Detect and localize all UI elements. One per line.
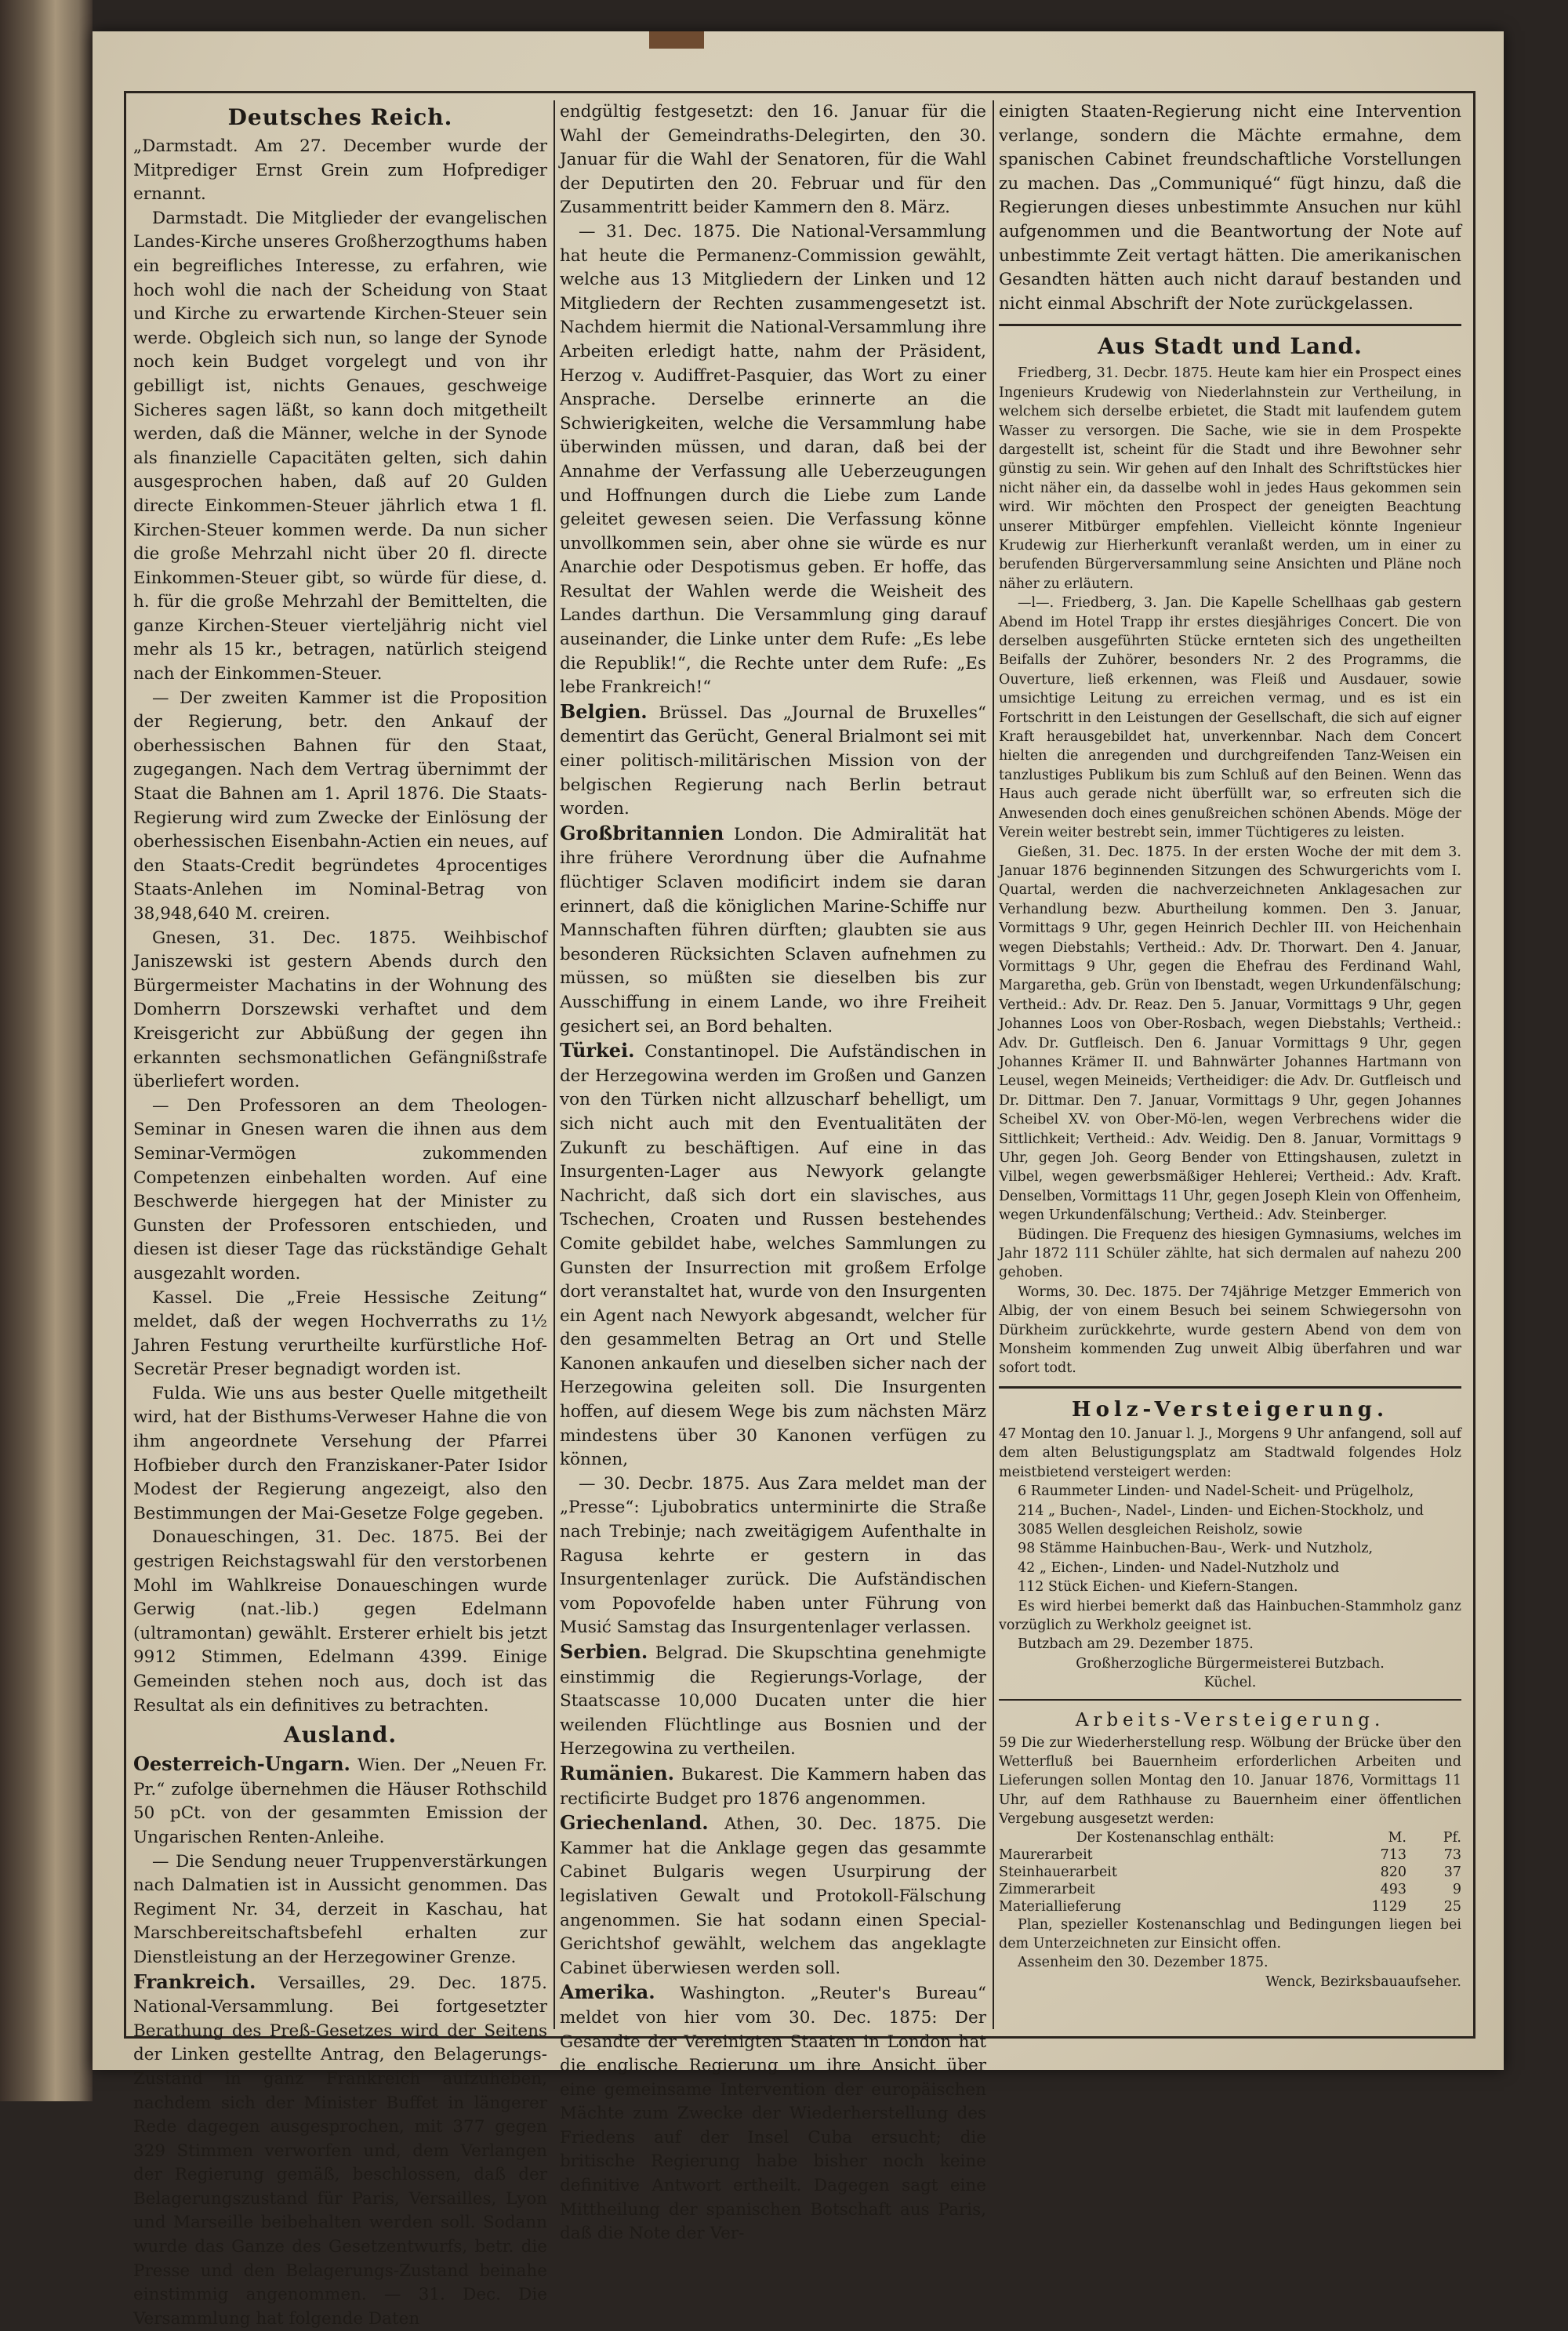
- local-news: [999, 364, 1461, 1378]
- article-paragraph: Gnesen, 31. Dec. 1875. Weihbischof Janiszewski ist gestern Abends durch den Bürgermeister Machatins in der Wohnung des Domherrn Dorszewski verhaftet und dem Kreisgericht zur Abbüßung der gegen ihn erkannten sechsmonatlichen Gefängnißstrafe überliefert worden.: [133, 928, 547, 1092]
- column-2: [560, 100, 987, 2244]
- article-text: Brüssel. Das „Journal de Bruxelles“ dementirt das Gerücht, General Brialmont sei mit einer politisch-militärischen Mission von der belgischen Regierung nach Berlin betraut worden.: [560, 703, 986, 819]
- country-title: Amerika.: [560, 1981, 655, 2004]
- ad-item: 42 „ Eichen-, Linden- und Nadel-Nutzholz und: [1018, 1559, 1340, 1576]
- column-rule-1: [554, 100, 555, 2029]
- article-paragraph: — 31. Dec. 1875. Die National-Versammlung hat heute die Permanenz-Commission gewählt, welche aus 13 Mitgliedern der Linken und 12 Mitgliedern der Rechten zusammengesetzt ist. Nachdem hiermit die National-Versammlung ihre Arbeiten erledigt hatte, nahm der Präsident, Herzog v. Audiffret-Pasquier, das Wort zu einer Ansprache. Derselbe erinnerte an die Schwierigkeiten, welche die Versammlung habe überwinden müssen, und daran, daß bei der Annahme der Verfassung alle Ueberzeugungen und Hoffnungen durch die Liebe zum Lande geleitet gewesen seien. Die Verfassung könne unvollkommen sein, aber ohne sie würde es nur Anarchie oder Despotismus geben. Er hoffe, das Resultat der Wahlen werde die Weisheit des Landes darthun. Die Versammlung ging darauf auseinander, die Linke unter dem Rufe: „Es lebe die Republik!“, die Rechte unter dem Rufe: „Es lebe Frankreich!“: [560, 221, 986, 698]
- country-title: Türkei.: [560, 1039, 635, 1062]
- ad-item: 112 Stück Eichen- und Kiefern-Stangen.: [1018, 1579, 1298, 1596]
- column-header: M.: [1388, 1829, 1406, 1846]
- local-article: —l—. Friedberg, 3. Jan. Die Kapelle Schellhaas gab gestern Abend im Hotel Trapp ihr erstes diesjähriges Concert. Die von derselben ausgeführten Stücke ernteten sich des ungetheilten Beifalls der Zuhörer, besonders Nr. 2 des Programms, die Ouverture, ließ erkennen, was Fleiß und Ausdauer, sowie umsichtige Leitung zu erreichen vermag, und es ist ein Fortschritt in den Leistungen der Gesellschaft, die sich auf eigner Kraft herausgebildet hat, unverkennbar. Nach dem Concert hielten die anregenden und durchgreifenden Tanz-Weisen ein tanzlustiges Publikum bis zum Schluß auf den Beinen. Wenn das Haus auch gerade nicht überfüllt war, so erfreuten sich die Anwesenden doch eines genußreichen schönen Abends. Möge der Verein weiter bestrebt sein, immer Tüchtigeres zu leisten.: [999, 595, 1461, 841]
- table-row: [999, 1864, 1461, 1881]
- cost-mark: 1129: [1371, 1898, 1406, 1915]
- article-belgien: [560, 700, 986, 822]
- ad-note: Plan, spezieller Kostenanschlag und Bedingungen liegen bei dem Unterzeichneten zur Einsicht offen.: [999, 1916, 1461, 1952]
- cost-intro: Der Kostenanschlag enthält:: [1076, 1829, 1275, 1846]
- article-frankreich: [133, 1970, 547, 2331]
- ad-text: 47 Montag den 10. Januar l. J., Morgens 9 Uhr anfangend, soll auf dem alten Belustigungsplatz am Stadtwald folgendes Holz meistbietend versteigert werden:: [999, 1425, 1461, 1480]
- cost-mark: 820: [1380, 1864, 1406, 1880]
- article-griechenland: [560, 1811, 986, 1981]
- ad-signature: Großherzogliche Bürgermeisterei Butzbach.: [1076, 1655, 1385, 1672]
- article-amerika: [560, 1981, 986, 2246]
- article-serbien: [560, 1640, 986, 1762]
- article-text: Bukarest. Die Kammern haben das rectificirte Budget pro 1876 angenommen.: [560, 1764, 986, 1809]
- ad-date: Assenheim den 30. Dezember 1875.: [1018, 1955, 1269, 1971]
- article-text: London. Die Admiralität hat ihre frühere Verordnung über die Aufnahme flüchtiger Sclaven modificirt indem sie daran erinnert, daß die königlichen Marine-Schiffe nur Mannschaften führen dürften; glaubten sie aus besonderen Rücksichten Sclaven aufnehmen zu müssen, so müßten sie dieselben bis zur Ausschiffung in einem Lande, wo ihre Freiheit gesichert sei, an Bord behalten.: [560, 824, 986, 1037]
- ad-title: Holz-Versteigerung.: [1072, 1397, 1388, 1421]
- table-row: [999, 1881, 1461, 1898]
- article-paragraph: — Der zweiten Kammer ist die Proposition der Regierung, betr. den Ankauf der oberhessischen Bahnen für den Staat, zugegangen. Nach dem Vertrag übernimmt der Staat die Bahnen am 1. April 1876. Die Staats-Regierung wird zum Zwecke der Einlösung der oberhessischen Eisenbahn-Actien ein neues, auf den Staats-Credit begründetes 4procentiges Staats-Anlehen im Nominal-Betrag von 38,948,640 M. creiren.: [133, 688, 547, 924]
- cost-label: Maurerarbeit: [999, 1846, 1093, 1863]
- article-oesterreich: [133, 1752, 547, 1850]
- ad-item: 98 Stämme Hainbuchen-Bau-, Werk- und Nutzholz,: [1018, 1541, 1374, 1557]
- cost-mark: 713: [1380, 1846, 1406, 1863]
- section-divider: [999, 1386, 1461, 1389]
- ad-signature: Wenck, Bezirksbauaufseher.: [1265, 1973, 1461, 1990]
- ad-text: 59 Die zur Wiederherstellung resp. Wölbung der Brücke über den Wetterfluß bei Bauernheim erforderlichen Arbeiten und Lieferungen sollen Montag den 10. Januar 1876, Vormittags 11 Uhr, auf dem Rathhause zu Bauernheim einer öffentlichen Vergebung ausgesetzt werden:: [999, 1734, 1461, 1828]
- ad-item: 3085 Wellen desgleichen Reisholz, sowie: [1018, 1521, 1303, 1538]
- newspaper-page: [93, 31, 1504, 2329]
- article-tuerkei: [560, 1039, 986, 1472]
- article-text: Washington. „Reuter's Bureau“ meldet von hier vom 30. Dec. 1875: Der Gesandte der Vereinigten Staaten in London hat die englische Regierung um ihre Ansicht über eine gemeinsame Intervention der europäischen Mächte zum Zwecke der Wiederherstellung des Friedens auf der Insel Cuba ersucht; die britische Regierung habe bisher noch keine definitive Antwort ertheilt. Dagegen sagt eine Mittheilung der spanischen Botschaft aus Paris, daß die Note der Ver-: [560, 1984, 986, 2244]
- local-article: Büdingen. Die Frequenz des hiesigen Gymnasiums, welches im Jahr 1872 111 Schüler zählte, hat sich dermalen auf nahezu 200 gehoben.: [999, 1226, 1461, 1281]
- ad-title: Arbeits-Versteigerung.: [1075, 1709, 1385, 1730]
- advertisement-holz: [999, 1395, 1461, 1693]
- binding-tab: [649, 31, 704, 49]
- table-header-row: [999, 1829, 1461, 1846]
- article-paragraph: Donaueschingen, 31. Dec. 1875. Bei der gestrigen Reichstagswahl für den verstorbenen Mohl im Wahlkreise Donaueschingen wurde Gerwig (nat.-lib.) gegen Edelmann (ultramontan) gewählt. Ersterer erhielt bis jetzt 9912 Stimmen, Edelmann 4399. Einige Gemeinden stehen noch aus, doch ist das Resultat als ein definitives zu betrachten.: [133, 1527, 547, 1716]
- article-text: Athen, 30. Dec. 1875. Die Kammer hat die Anklage gegen das gesammte Cabinet Bulgaris wegen Usurpirung der legislativen Gewalt und Protokoll-Fälschung angenommen. Sie hat sodann einen Special-Gerichtshof gewählt, welchem das angeklagte Cabinet überwiesen werden soll.: [560, 1814, 987, 1978]
- country-title: Belgien.: [560, 699, 648, 723]
- ad-signature-name: Küchel.: [1203, 1675, 1257, 1691]
- column-3: [999, 100, 1461, 2029]
- section-heading-aus-stadt-und-land: Aus Stadt und Land.: [1098, 333, 1363, 360]
- article-paragraph: „Darmstadt. Am 27. December wurde der Mitprediger Ernst Grein zum Hofprediger ernannt.: [133, 136, 547, 205]
- section-heading-ausland: Ausland.: [283, 1722, 397, 1748]
- article-paragraph: — Den Professoren an dem Theologen-Seminar in Gnesen waren die ihnen aus dem Seminar-Vermögen zukommenden Competenzen einbehalten worden. Auf eine Beschwerde hiergegen hat der Minister zu Gunsten der Professoren entschieden, und diesen ist dieser Tage das rückständige Gehalt ausgezahlt worden.: [133, 1095, 547, 1284]
- local-article: Friedberg, 31. Decbr. 1875. Heute kam hier ein Prospect eines Ingenieurs Krudewig von Niederlahnstein zur Vertheilung, in welchem sich derselbe erbietet, die Stadt mit laufendem gutem Wasser zu versorgen. Die Sache, wie sie in dem Prospekte dargestellt ist, scheint für die Stadt und ihre Bewohner sehr günstig zu sein. Wir gehen auf den Inhalt des Schriftstückes hier nicht näher ein, da dasselbe wohl in jedes Haus gekommen sein wird. Wir möchten den Prospect der geneigten Beachtung unserer Mitbürger empfehlen. Vielleicht könnte Ingenieur Krudewig zur Hierherkunft veranlaßt werden, um in einer zu berufenden Bürgerversammlung seine Ansichten und Pläne noch näher zu erläutern.: [999, 365, 1461, 592]
- section-divider: [999, 324, 1461, 326]
- article-text: Versailles, 29. Dec. 1875. National-Versammlung. Bei fortgesetzter Berathung des Preß-Gesetzes wird der Seitens der Linken gestellte Antrag, den Belagerungs-Zustand in ganz Frankreich aufzuheben, nachdem sich der Minister Buffet in längerer Rede dagegen ausgesprochen, mit 377 gegen 329 Stimmen verworfen und, dem Verlangen der Regierung gemäß, beschlossen, daß der Belagerungszustand für Paris, Versailles, Lyon und Marseille beibehalten werden soll. Sodann wurde das Ganze des Gesetzentwurfs, betr. die Presse und den Belagerungs-Zustand beinahe einstimmig angenommen. — 31. Dec. Die Versammlung hat folgende Daten: [133, 1973, 547, 2329]
- cost-pfennig: 25: [1443, 1898, 1461, 1915]
- table-row: [999, 1898, 1461, 1915]
- cost-label: Zimmerarbeit: [999, 1881, 1095, 1897]
- section-heading-deutsches-reich: Deutsches Reich.: [227, 104, 453, 130]
- article-text: Constantinopel. Die Aufständischen in der Herzegowina werden im Großen und Ganzen von den Türken nicht allzuscharf behelligt, um sich nicht auch mit den Eventualitäten der Zukunft zu beschäftigen. Auf eine in das Insurgenten-Lager aus Newyork gelangte Nachricht, daß sich dort ein slavisches, aus Tschechen, Croaten und Russen bestehendes Comite gebildet habe, welches Sammlungen zu Gunsten der Insurrection mit großem Erfolge dort veranstaltet hat, wurde von den Insurgenten ein Agent nach Newyork abgesandt, welcher für den gesammelten Betrag an Ort und Stelle Kanonen ankaufen und dieselben sicher nach der Herzegowina geleiten soll. Die Insurgenten hoffen, auf diesem Wege bis zum nächsten März mindestens über 30 Kanonen verfügen zu können,: [560, 1042, 986, 1470]
- ad-note: Es wird hierbei bemerkt daß das Hainbuchen-Stammholz ganz vorzüglich zu Werkholz geeignet ist.: [999, 1598, 1461, 1633]
- cost-label: Materiallieferung: [999, 1898, 1122, 1915]
- local-article: Worms, 30. Dec. 1875. Der 74jährige Metzger Emmerich von Albig, der von einem Besuch bei seinem Schwiegersohn von Dürkheim zurückkehrte, wurde gestern Abend von dem von Monsheim kommenden Zug unweit Albig überfahren und war sofort todt.: [999, 1284, 1461, 1377]
- article-paragraph: einigten Staaten-Regierung nicht eine Intervention verlange, sondern die Mächte ermahne, dem spanischen Cabinet freundschaftliche Vorstellungen zu machen. Das „Communiqué“ fügt hinzu, daß die Regierungen dieses unbestimmte Ansuchen nur kühl aufgenommen und die Beantwortung der Note auf unbestimmte Zeit vertagt hätten. Die amerikanischen Gesandten hätten auch nicht darauf bestanden und nicht einmal Abschrift der Note zurückgelassen.: [999, 102, 1461, 314]
- advertisement-arbeit: [999, 1707, 1461, 1992]
- book-gutter: [0, 0, 93, 2101]
- country-title: Rumänien.: [560, 1761, 674, 1785]
- country-title: Serbien.: [560, 1640, 648, 1663]
- article-paragraph: Darmstadt. Die Mitglieder der evangelischen Landes-Kirche unseres Großherzogthums haben ein begreifliches Interesse, zu erfahren, wie hoch wohl die nach der Scheidung von Staat und Kirche zu erwartende Kirchen-Steuer sein werde. Obgleich sich nun, so lange der Synode noch kein Budget vorgelegt und von ihr gebilligt ist, nichts Genaues, geschweige Sicheres sagen läßt, so kann doch mitgetheilt werden, daß die Männer, welche in der Synode als finanzielle Capacitäten gelten, sich dahin ausgesprochen haben, daß auf 20 Gulden directe Einkommen-Steuer jährlich etwa 1 fl. Kirchen-Steuer kommen werde. Da nun sicher die große Mehrzahl nicht über 20 fl. directe Einkommen-Steuer gibt, so würde für diese, d. h. für die große Mehrzahl der Bemittelten, die ganze Kirchen-Steuer vierteljährig nicht viel mehr als 15 kr., betragen, natürlich steigend nach der Einkommen-Steuer.: [133, 208, 547, 684]
- column-header: Pf.: [1443, 1829, 1461, 1846]
- article-paragraph: — 30. Decbr. 1875. Aus Zara meldet man der „Presse“: Ljubobratics unterminirte die Straße nach Trebinje; nach zweitägigem Aufenthalte in Ragusa kehrte er gestern in das Insurgentenlager zurück. Die Aufständischen vom Popovofelde haben unter Führung von Musić Samstag das Insurgentenlager verlassen.: [560, 1473, 986, 1638]
- cost-pfennig: 9: [1452, 1881, 1461, 1897]
- table-row: [999, 1846, 1461, 1864]
- country-title: Oesterreich-Ungarn.: [133, 1752, 350, 1776]
- country-title: Frankreich.: [133, 1970, 256, 1993]
- article-grossbritannien: [560, 822, 986, 1039]
- article-paragraph: endgültig festgesetzt: den 16. Januar für die Wahl der Gemeindraths-Delegirten, den 30. Januar für die Wahl der Senatoren, für die Wahl der Deputirten den 20. Februar und für den Zusammentritt beider Kammern den 8. März.: [560, 102, 986, 218]
- cost-label: Steinhauerarbeit: [999, 1864, 1117, 1880]
- ad-item: 6 Raummeter Linden- und Nadel-Scheit- und Prügelholz,: [1018, 1483, 1414, 1500]
- column-1: [133, 100, 547, 2329]
- ad-date: Butzbach am 29. Dezember 1875.: [1018, 1636, 1254, 1653]
- country-title: Großbritannien: [560, 821, 724, 844]
- column-rule-2: [993, 100, 994, 2029]
- article-paragraph: Fulda. Wie uns aus bester Quelle mitgetheilt wird, hat der Bisthums-Verweser Hahne die von ihm angeordnete Versehung der Pfarrei Hofbieber durch den Franziskaner-Pater Isidor Modest der Regierung angezeigt, also den Bestimmungen der Mai-Gesetze Folge gegeben.: [133, 1383, 547, 1523]
- article-text: Belgrad. Die Skupschtina genehmigte einstimmig die Regierungs-Vorlage, der Staatscasse 10,000 Ducaten unter die hier weilenden Flüchtlinge aus Bosnien und der Herzegowina zu vertheilen.: [560, 1643, 986, 1759]
- ad-item: 214 „ Buchen-, Nadel-, Linden- und Eichen-Stockholz, und: [1018, 1502, 1424, 1519]
- cost-pfennig: 37: [1443, 1864, 1461, 1880]
- cost-pfennig: 73: [1443, 1846, 1461, 1863]
- country-title: Griechenland.: [560, 1811, 709, 1835]
- local-article: Gießen, 31. Dec. 1875. In der ersten Woche der mit dem 3. Januar 1876 beginnenden Sitzungen des Schwurgerichts vom I. Quartal, werden die nachverzeichneten Anklagesachen zur Verhandlung bezw. Aburtheilung kommen. Den 3. Januar, Vormittags 9 Uhr, gegen Heinrich Dechler III. von Heichenhain wegen Diebstahls; Vertheid.: Adv. Dr. Thorwart. Den 4. Januar, Vormittags 9 Uhr, gegen die Ehefrau des Ferdinand Wahl, Margaretha, geb. Grün von Ibenstadt, wegen Urkundenfälschung; Vertheid.: Adv. Dr. Reaz. Den 5. Januar, Vormittags 9 Uhr, gegen Johannes Loos von Ober-Rosbach, wegen Diebstahls; Vertheid.: Adv. Dr. Gutfleisch. Den 6. Januar Vormittags 9 Uhr, gegen Johannes Krämer II. und Bahnwärter Johannes Hartmann von Leusel, wegen Meineids; Vertheidiger: die Adv. Dr. Gutfleisch und Dr. Dittmar. Den 7. Januar, Vormittags 9 Uhr, gegen Johannes Scheibel XV. von Ober-Mö-len, wegen Verbrechens wider die Sittlichkeit; Vertheid.: Adv. Weidig. Den 8. Januar, Vormittags 9 Uhr, gegen Joh. Georg Bender von Ettingshausen, zuletzt in Vilbel, wegen gewerbsmäßiger Hehlerei; Vertheid.: Adv. Kraft. Denselben, Vormittags 11 Uhr, gegen Joseph Klein von Offenheim, wegen Urkundenfälschung; Vertheid.: Adv. Steinberger.: [999, 844, 1461, 1224]
- ad-divider: [999, 1699, 1461, 1701]
- cost-mark: 493: [1380, 1881, 1406, 1897]
- article-text: Wien. Der „Neuen Fr. Pr.“ zufolge übernehmen die Häuser Rothschild 50 pCt. von der gesammten Emission der Ungarischen Renten-Anleihe.: [133, 1756, 547, 1847]
- cost-table: [999, 1829, 1461, 1915]
- article-paragraph: Kassel. Die „Freie Hessische Zeitung“ meldet, daß der wegen Hochverraths zu 1½ Jahren Festung verurtheilte kurfürstliche Hof-Secretär Preser begnadigt worden ist.: [133, 1287, 547, 1380]
- article-rumaenien: [560, 1762, 986, 1811]
- article-paragraph: — Die Sendung neuer Truppenverstärkungen nach Dalmatien ist in Aussicht genommen. Das Regiment Nr. 34, derzeit in Kaschau, hat Marschbereitschaftsbefehl erhalten zur Dienstleistung an der Herzegowiner Grenze.: [133, 1851, 547, 1967]
